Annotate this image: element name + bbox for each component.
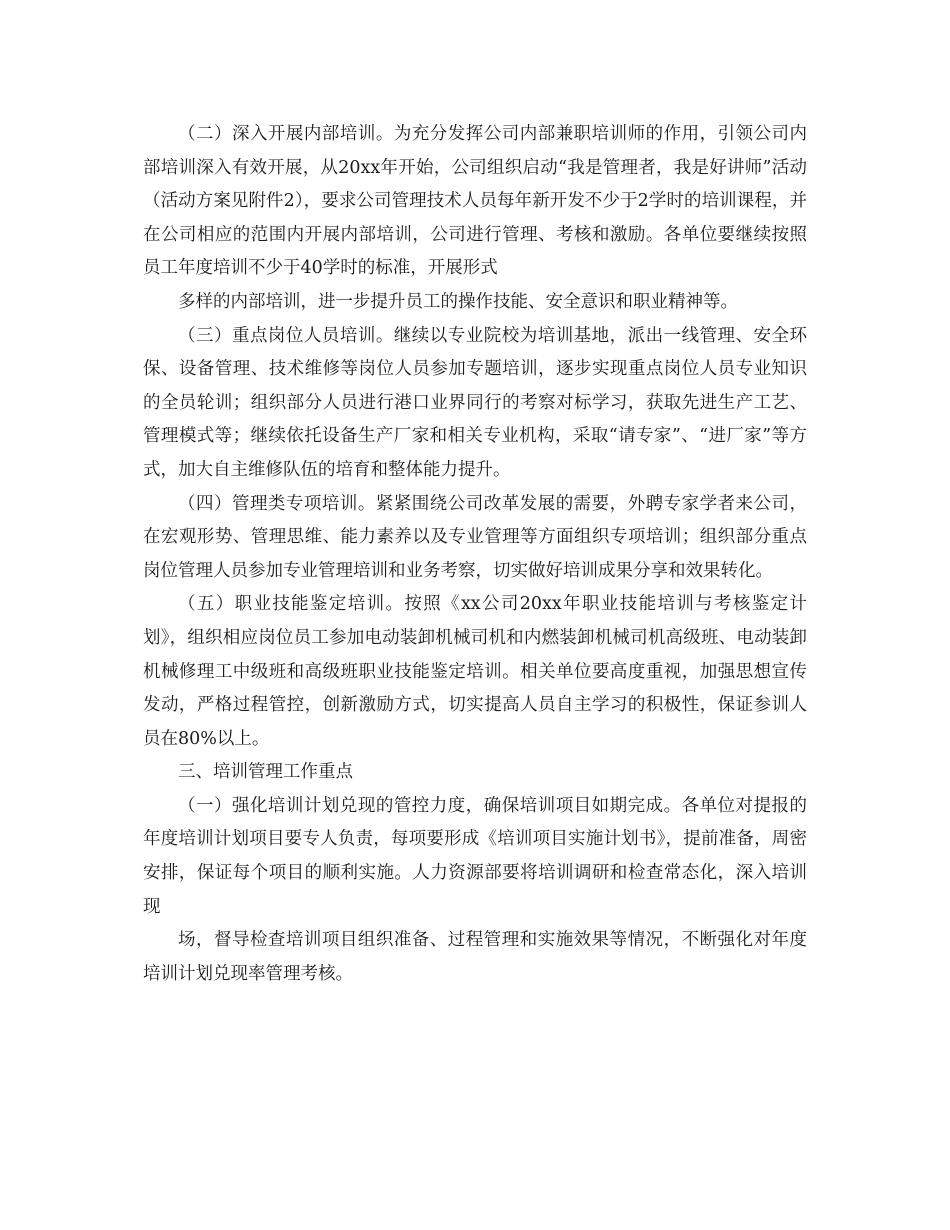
paragraph-key-position-training: （三）重点岗位人员培训。继续以专业院校为培训基地，派出一线管理、安全环保、设备管理、技术维修等岗位人员参加专题培训，逐步实现重点岗位人员专业知识的全员轮训；组织部分人员进行港口业界同行的考察对标学习，获取先进生产工艺、管理模式等；继续依托设备生产厂家和相关专业机构，采取“请专家”、“进厂家”等方式，加大自主维修队伍的培育和整体能力提升。 — [143, 325, 807, 480]
paragraph-plan-control-continued: 场，督导检查培训项目组织准备、过程管理和实施效果等情况，不断强化对年度培训计划兑现率管理考核。 — [143, 930, 807, 984]
paragraph-plan-control: （一）强化培训计划兑现的管控力度，确保培训项目如期完成。各单位对提报的年度培训计划项目要专人负责，每项要形成《培训项目实施计划书》，提前准备，周密安排，保证每个项目的顺利实施。人力资源部要将培训调研和检查常态化，深入培训现 — [143, 795, 807, 917]
paragraph-skill-appraisal-training: （五）职业技能鉴定培训。按照《xx公司20xx年职业技能培训与考核鉴定计划》，组织相应岗位员工参加电动装卸机械司机和内燃装卸机械司机高级班、电动装卸机械修理工中级班和高级班职业技能鉴定培训。相关单位要高度重视，加强思想宣传发动，严格过程管控，创新激励方式，切实提高人员自主学习的积极性，保证参训人员在80%以上。 — [143, 594, 807, 749]
document-body — [143, 118, 807, 991]
paragraph-management-training: （四）管理类专项培训。紧紧围绕公司改革发展的需要，外聘专家学者来公司，在宏观形势、管理思维、能力素养以及专业管理等方面组织专项培训；组织部分重点岗位管理人员参加专业管理培训和业务考察，切实做好培训成果分享和效果转化。 — [143, 493, 807, 581]
paragraph-internal-training: （二）深入开展内部培训。为充分发挥公司内部兼职培训师的作用，引领公司内部培训深入有效开展，从20xx年开始，公司组织启动“我是管理者，我是好讲师”活动（活动方案见附件2），要求公司管理技术人员每年新开发不少于2学时的培训课程，并在公司相应的范围内开展内部培训，公司进行管理、考核和激励。各单位要继续按照员工年度培训不少于40学时的标准，开展形式 — [143, 124, 807, 279]
section-heading-training-management: 三、培训管理工作重点 — [178, 762, 353, 783]
paragraph-internal-training-continued: 多样的内部培训，进一步提升员工的操作技能、安全意识和职业精神等。 — [178, 291, 738, 312]
